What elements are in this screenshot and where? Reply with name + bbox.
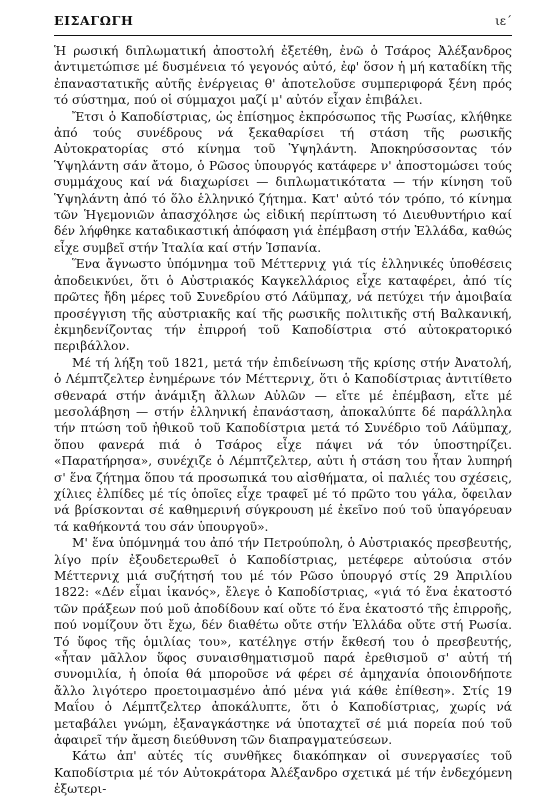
paragraph: Ἕνα ἄγνωστο ὑπόμνημα τοῦ Μέττερνιχ γιά τίς ἑλληνικές ὑποθέσεις ἀποδεικνύει, ὅτι ὁ Αὐστριακός Καγκελλάριος εἶχε καταφέρει, ἀπό τίς πρῶτες ἤδη μέρες τοῦ Συνεδρίου στό Λάϋμπαχ, νά πετύχει τήν ἀμοιβαία προσέγγιση τῆς αὐστριακῆς καί τῆς ρωσικῆς πολιτικῆς στή Βαλκανική, ἐκμηδενίζοντας τήν ἐπιρροή τοῦ Καποδίστρια στό αὐτοκρατορικό περιβάλλον. (54, 257, 512, 354)
paragraph: Μέ τή λήξη τοῦ 1821, μετά τήν ἐπιδείνωση τῆς κρίσης στήν Ἀνατολή, ὁ Λέμπτζελτερ ἐνημέρωνε τόν Μέττερνιχ, ὅτι ὁ Καποδίστριας ἀντιτίθετο σθεναρά στήν ἀνάμιξη ἄλλων Αὐλῶν — εἴτε μέ ἐπέμβαση, εἴτε μέ μεσολάβηση — στήν ἑλληνική ἐπανάσταση, ἀποκαλύπτε δέ παράλληλα τήν πτώση τοῦ ἠθικοῦ τοῦ Καποδίστρια μετά τό Συνέδριο τοῦ Λάϋμπαχ, ὅπου φανερά πιά ὁ Τσάρος εἶχε πάψει νά τόν ὑποστηρίζει. «Παρατήρησα», συνέχιζε ὁ Λέμπτζελτερ, αὐτι ἡ στάση του ἦταν λυπηρή σ' ἕνα ζήτημα ὅπου τά προσωπικά του αἰσθήματα, οἱ παλιές του σχέσεις, χίλιες ἐλπίδες μέ τίς ὁποῖες εἶχε τραφεῖ μέ τό πρῶτο του γάλα, ὄφειλαν νά βρίσκονται σέ καθημερινή σύγκρουση μέ ἐκεῖνο πού τοῦ ὑπαγόρευαν τά καθήκοντά του σάν ὑπουργοῦ». (54, 355, 512, 534)
chapter-title: ΕΙΣΑΓΩΓΗ (54, 13, 134, 28)
page-number: ιε΄ (495, 14, 512, 28)
body-text (54, 43, 512, 798)
paragraph: Κάτω ἀπ' αὐτές τίς συνθῆκες διακόπηκαν οἱ συνεργασίες τοῦ Καποδίστρια μέ τόν Αὐτοκράτορα Ἀλέξανδρο σχετικά μέ τήν ἐνδεχόμενη ἐξωτερι- (54, 749, 512, 797)
header-rule (54, 35, 512, 36)
paragraph: Μ' ἕνα ὑπόμνημά του ἀπό τήν Πετρούπολη, ὁ Αὐστριακός πρεσβευτής, λίγο πρίν ἐξουδετερωθεῖ ὁ Καποδίστριας, μετέφερε αὐτούσια στόν Μέττερνιχ μιά συζήτησή του μέ τόν Ρῶσο ὑπουργό στίς 29 Ἀπριλίου 1822: «Δέν εἶμαι ἱκανός», ἔλεγε ὁ Καποδίστριας, «γιά τό ἕνα ἑκατοστό τῶν πράξεων πού μοῦ ἀποδίδουν καί οὔτε τό ἕνα ἑκατοστό τῆς ἐπιρροῆς, πού νομίζουν ὅτι ἔχω, δέν διαθέτω οὔτε στήν Ἑλλάδα οὔτε στή Ρωσία. Τό ὕφος τῆς ὁμιλίας του», κατέληγε στήν ἔκθεσή του ὁ πρεσβευτής, «ἦταν μᾶλλον ὕφος συναισθηματισμοῦ παρά ἐρεθισμοῦ σ' αὐτή τή συνομιλία, ἡ ὁποία θά μποροῦσε νά φέρει σέ ἀμηχανία ὁποιονδήποτε ἄλλο λιγότερο προετοιμασμένο ἀπό μένα γιά κάθε ἐπίθεση». Στίς 19 Μαΐου ὁ Λέμπτζελτερ ἀποκάλυπτε, ὅτι ὁ Καποδίστριας, χωρίς νά μεταβάλει γνώμη, ἐξαναγκάστηκε νά ὑποταχτεῖ σέ μιά πορεία πού τοῦ ἀφαιρεῖ τήν ἄμεση διεύθυνση τῶν διαπραγματεύσεων. (54, 536, 512, 748)
running-header (54, 13, 512, 33)
document-page (54, 13, 512, 798)
paragraph: Ἡ ρωσική διπλωματική ἀποστολή ἐξετέθη, ἐνῶ ὁ Τσάρος Ἀλέξανδρος ἀντιμετώπισε μέ δυσμένεια τό γεγονός αὐτό, ἐφ' ὅσον ἡ μή καταδίκη τῆς ἐπαναστατικῆς αὐτῆς ἐνέργειας θ' ἀποτελοῦσε συμπεριφορά ξένη πρός τό σύστημα, πού οἱ σύμμαχοι μαζί μ' αὐτόν εἶχαν ἐπιβάλει. (54, 44, 512, 108)
paragraph: Ἔτσι ὁ Καποδίστριας, ὡς ἐπίσημος ἐκπρόσωπος τῆς Ρωσίας, κλήθηκε ἀπό τούς συνέδρους νά ξεκαθαρίσει τή στάση τῆς ρωσικῆς Αὐτοκρατορίας στό κίνημα τοῦ Ὑψηλάντη. Ἀποκηρύσσοντας τόν Ὑψηλάντη σάν ἄτομο, ὁ Ρῶσος ὑπουργός κατάφερε ν' ἀποστομώσει τούς συμμάχους καί νά διαχωρίσει — διπλωματικότατα — τήν κίνηση τοῦ Ὑψηλάντη ἀπό τό ὅλο ἑλληνικό ζήτημα. Κατ' αὐτό τόν τρόπο, τό κίνημα τῶν Ἡγεμονιῶν ἀπασχόλησε ὡς εἰδική περίπτωση τό Διευθυντήριο καί δέν λήφθηκε καταδικαστική ἀπόφαση γιά ἐπέμβαση στήν Ἑλλάδα, καθώς εἶχε συμβεῖ στήν Ἰταλία καί στήν Ἱσπανία. (54, 109, 512, 255)
